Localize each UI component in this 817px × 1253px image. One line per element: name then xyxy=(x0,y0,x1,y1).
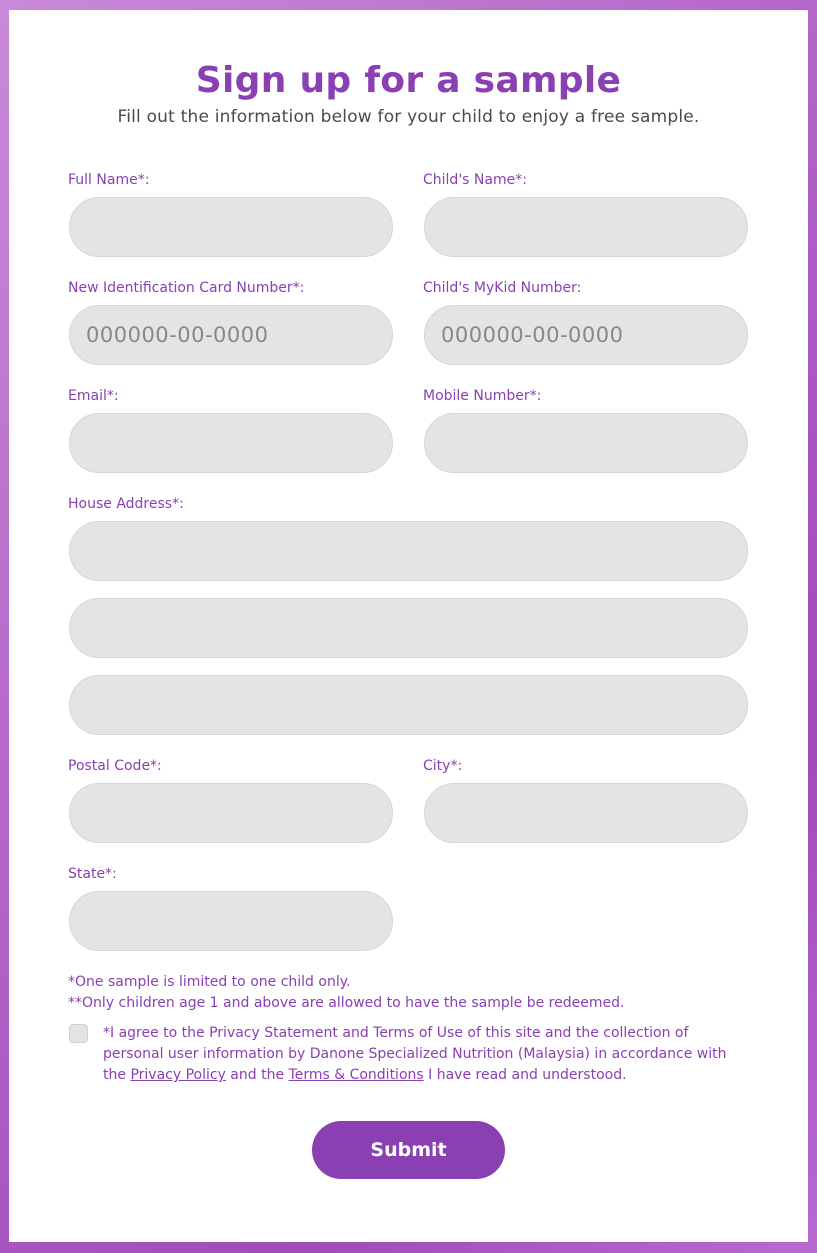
address-label: House Address*: xyxy=(68,496,184,512)
consent-text-middle: and the xyxy=(225,1067,289,1083)
postal-code-input[interactable] xyxy=(69,783,393,843)
consent-text xyxy=(103,1023,753,1086)
page-title: Sign up for a sample xyxy=(195,60,622,101)
mykid-number-label: Child's MyKid Number: xyxy=(423,280,582,296)
full-name-input[interactable] xyxy=(69,197,393,257)
city-label: City*: xyxy=(423,758,463,774)
privacy-policy-link[interactable]: Privacy Policy xyxy=(130,1067,226,1083)
consent-text-after: I have read and understood. xyxy=(423,1067,627,1083)
page-subtitle: Fill out the information below for your child to enjoy a free sample. xyxy=(117,107,700,127)
terms-conditions-link[interactable]: Terms & Conditions xyxy=(288,1067,424,1083)
submit-button[interactable]: Submit xyxy=(312,1121,505,1179)
mykid-number-input[interactable] xyxy=(424,305,748,365)
mobile-label: Mobile Number*: xyxy=(423,388,542,404)
age-limit-note: **Only children age 1 and above are allowed to have the sample be redeemed. xyxy=(68,995,625,1011)
address-line1-input[interactable] xyxy=(69,521,748,581)
address-line3-input[interactable] xyxy=(69,675,748,735)
child-name-input[interactable] xyxy=(424,197,748,257)
email-label: Email*: xyxy=(68,388,119,404)
mobile-input[interactable] xyxy=(424,413,748,473)
signup-card xyxy=(9,10,808,1242)
consent-text-before: *I agree to the Privacy Statement and Terms of Use of this site and the collection of personal user information by Danone Specialized Nutrition (Malaysia) in accordance with the xyxy=(103,1025,727,1083)
address-line2-input[interactable] xyxy=(69,598,748,658)
state-label: State*: xyxy=(68,866,117,882)
sample-limit-note: *One sample is limited to one child only. xyxy=(68,974,351,990)
full-name-label: Full Name*: xyxy=(68,172,150,188)
child-name-label: Child's Name*: xyxy=(423,172,527,188)
ic-number-label: New Identification Card Number*: xyxy=(68,280,305,296)
city-input[interactable] xyxy=(424,783,748,843)
consent-checkbox[interactable] xyxy=(69,1024,88,1043)
state-input[interactable] xyxy=(69,891,393,951)
email-input[interactable] xyxy=(69,413,393,473)
postal-code-label: Postal Code*: xyxy=(68,758,162,774)
ic-number-input[interactable] xyxy=(69,305,393,365)
